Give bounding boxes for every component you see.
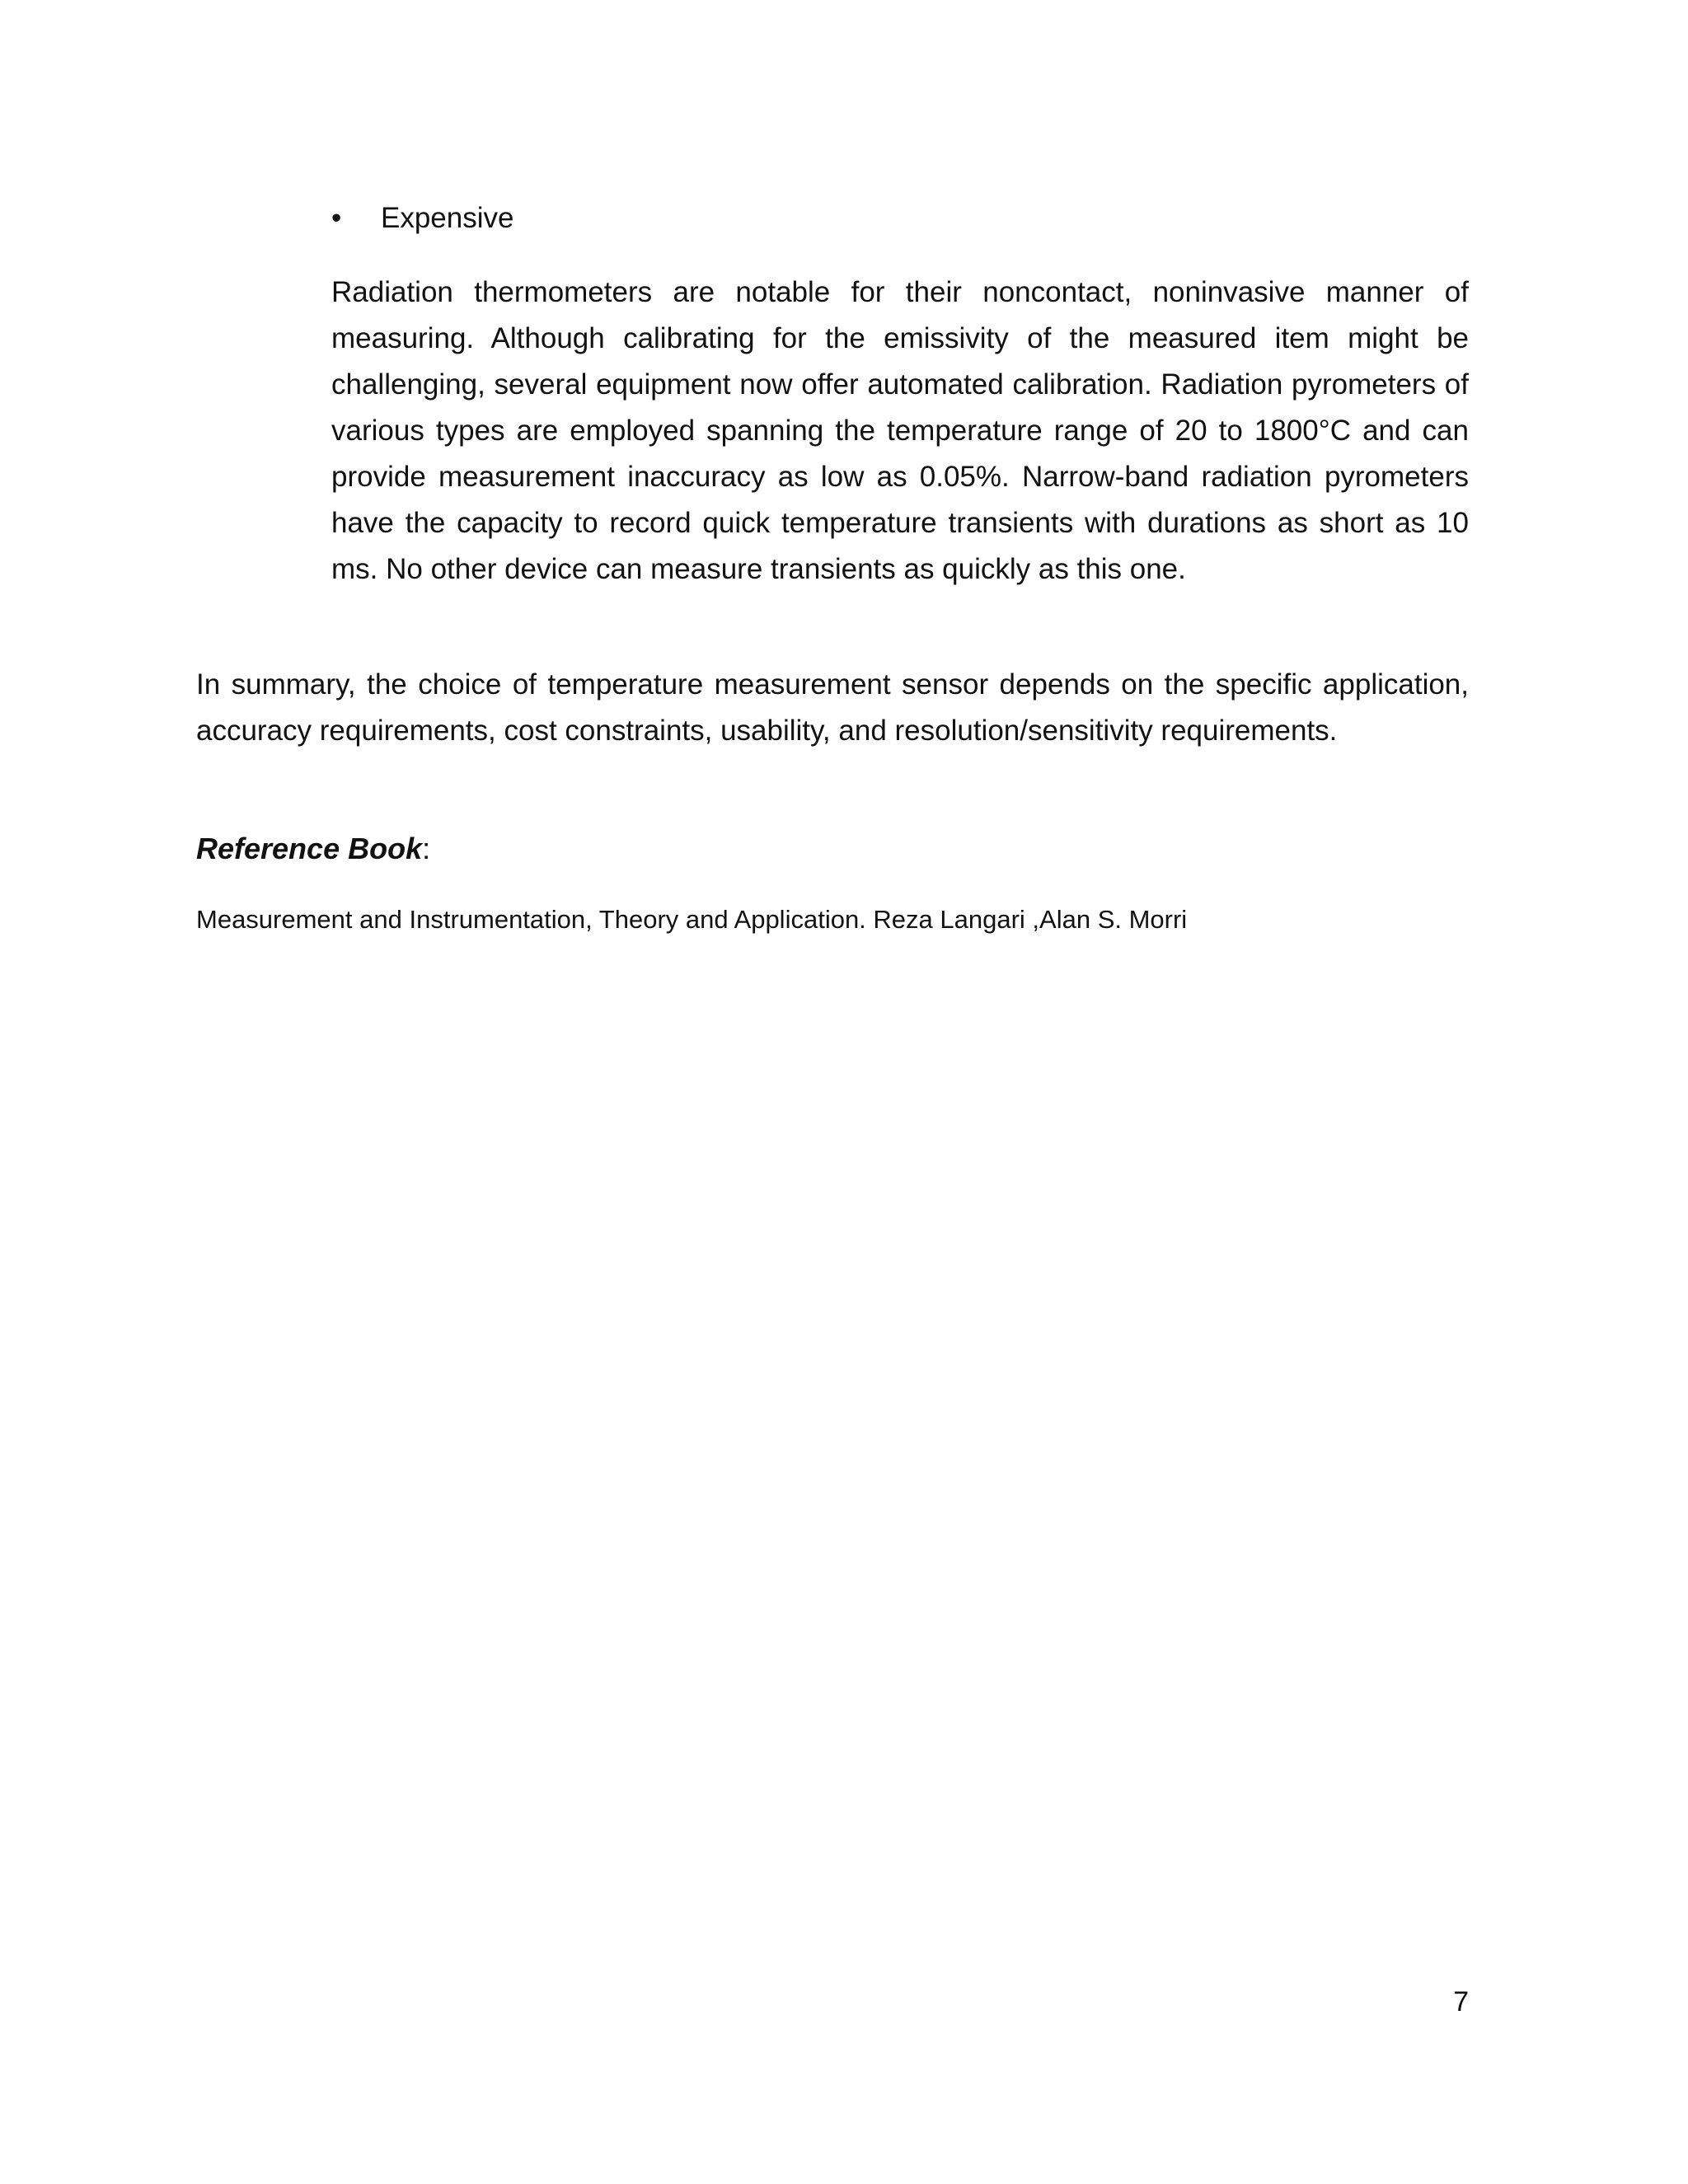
radiation-paragraph: Radiation thermometers are notable for their noncontact, noninvasive manner of measuring. Although calibrating for the emissivity of the measured item might be challenging, several equipment now offer automated calibration. Radiation pyrometers of various types are employed spanning the temperature range of 20 to 1800°C and can provide measurement inaccuracy as low as 0.05%. Narrow-band radiation pyrometers have the capacity to record quick temperature transients with durations as short as 10 ms. No other device can measure transients as quickly as this one. bbox=[331, 276, 1469, 585]
summary-paragraph: In summary, the choice of temperature measurement sensor depends on the specific application, accuracy requirements, cost constraints, usability, and resolution/sensitivity requirements. bbox=[196, 668, 1469, 747]
reference-heading bbox=[196, 826, 430, 872]
bullet-text: Expensive bbox=[381, 202, 514, 234]
page-number: 7 bbox=[1453, 1986, 1469, 2018]
reference-heading-colon: : bbox=[422, 832, 431, 865]
reference-citation: Measurement and Instrumentation, Theory and Application. Reza Langari ,Alan S. Morri bbox=[196, 905, 1188, 934]
reference-heading-label: Reference Book bbox=[196, 832, 423, 865]
bullet-item bbox=[331, 198, 513, 239]
bullet-icon: • bbox=[331, 202, 342, 234]
